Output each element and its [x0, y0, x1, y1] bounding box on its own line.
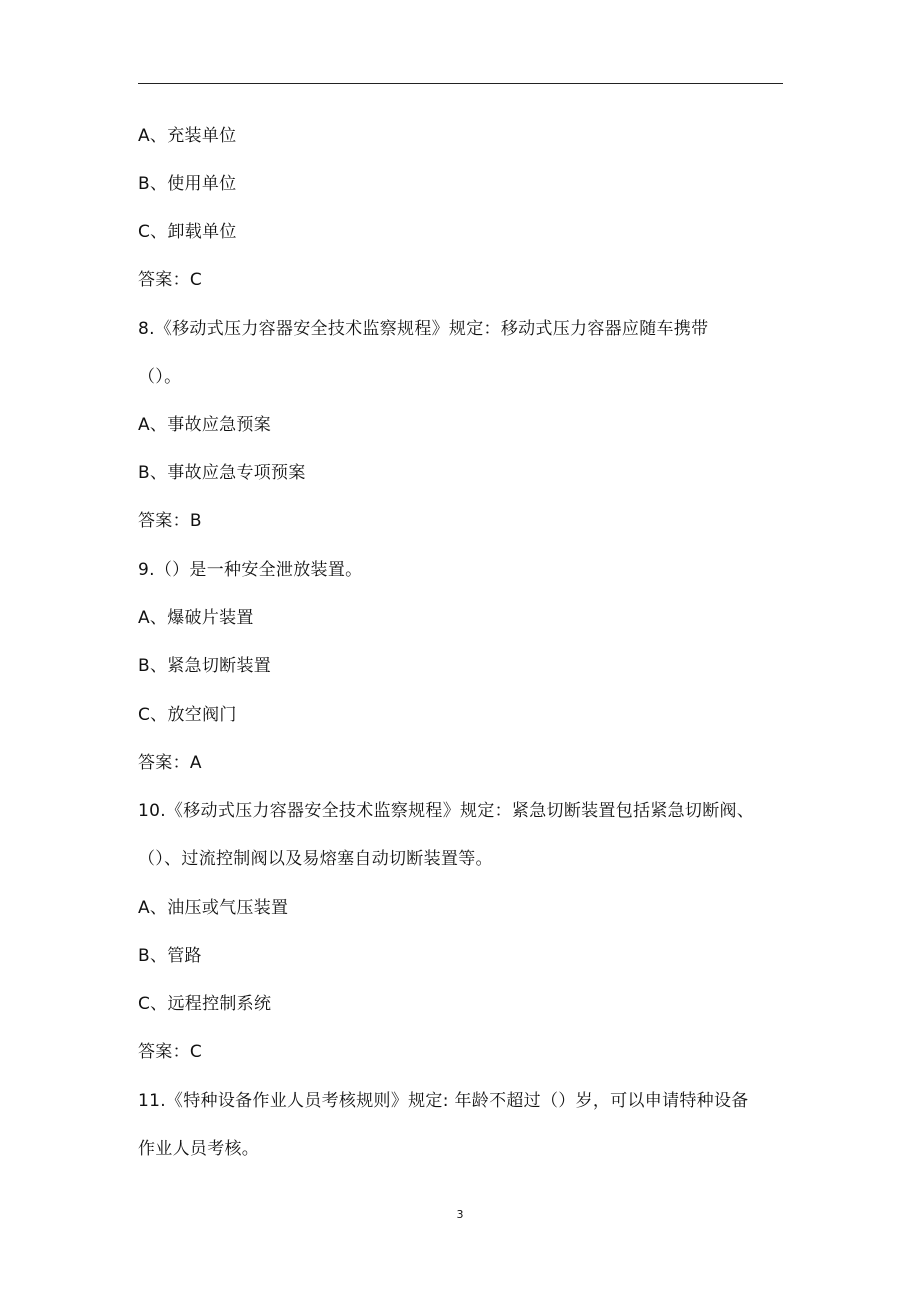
- q10-answer: 答案：C: [138, 1042, 203, 1062]
- q10-option-b: B、管路: [138, 946, 202, 966]
- page-number: 3: [456, 1208, 464, 1221]
- q9-answer: 答案：A: [138, 753, 202, 773]
- q7-option-b: B、使用单位: [138, 174, 237, 194]
- q10-option-a: A、油压或气压装置: [138, 898, 289, 918]
- q10-question-line-1: 10.《移动式压力容器安全技术监察规程》规定：紧急切断装置包括紧急切断阀、: [138, 801, 755, 821]
- q9-option-c: C、放空阀门: [138, 705, 237, 725]
- q9-option-a: A、爆破片装置: [138, 608, 254, 628]
- q8-option-b: B、事故应急专项预案: [138, 463, 306, 483]
- q8-option-a: A、事故应急预案: [138, 415, 272, 435]
- q10-question-line-2: （）、过流控制阀以及易熔塞自动切断装置等。: [138, 849, 493, 869]
- q8-question-line-2: （）。: [138, 367, 182, 387]
- q7-answer: 答案：C: [138, 270, 203, 290]
- q7-option-c: C、卸载单位: [138, 222, 237, 242]
- q8-question-line-1: 8.《移动式压力容器安全技术监察规程》规定：移动式压力容器应随车携带: [138, 319, 709, 339]
- header-rule: [138, 83, 783, 84]
- q9-option-b: B、紧急切断装置: [138, 656, 272, 676]
- q7-option-a: A、充装单位: [138, 126, 237, 146]
- q10-option-c: C、远程控制系统: [138, 994, 272, 1014]
- q9-question: 9.（）是一种安全泄放装置。: [138, 560, 363, 580]
- q8-answer: 答案：B: [138, 511, 202, 531]
- q11-question-line-2: 作业人员考核。: [138, 1139, 260, 1159]
- q11-question-line-1: 11.《特种设备作业人员考核规则》规定: 年龄不超过（）岁，可以申请特种设备: [138, 1091, 749, 1111]
